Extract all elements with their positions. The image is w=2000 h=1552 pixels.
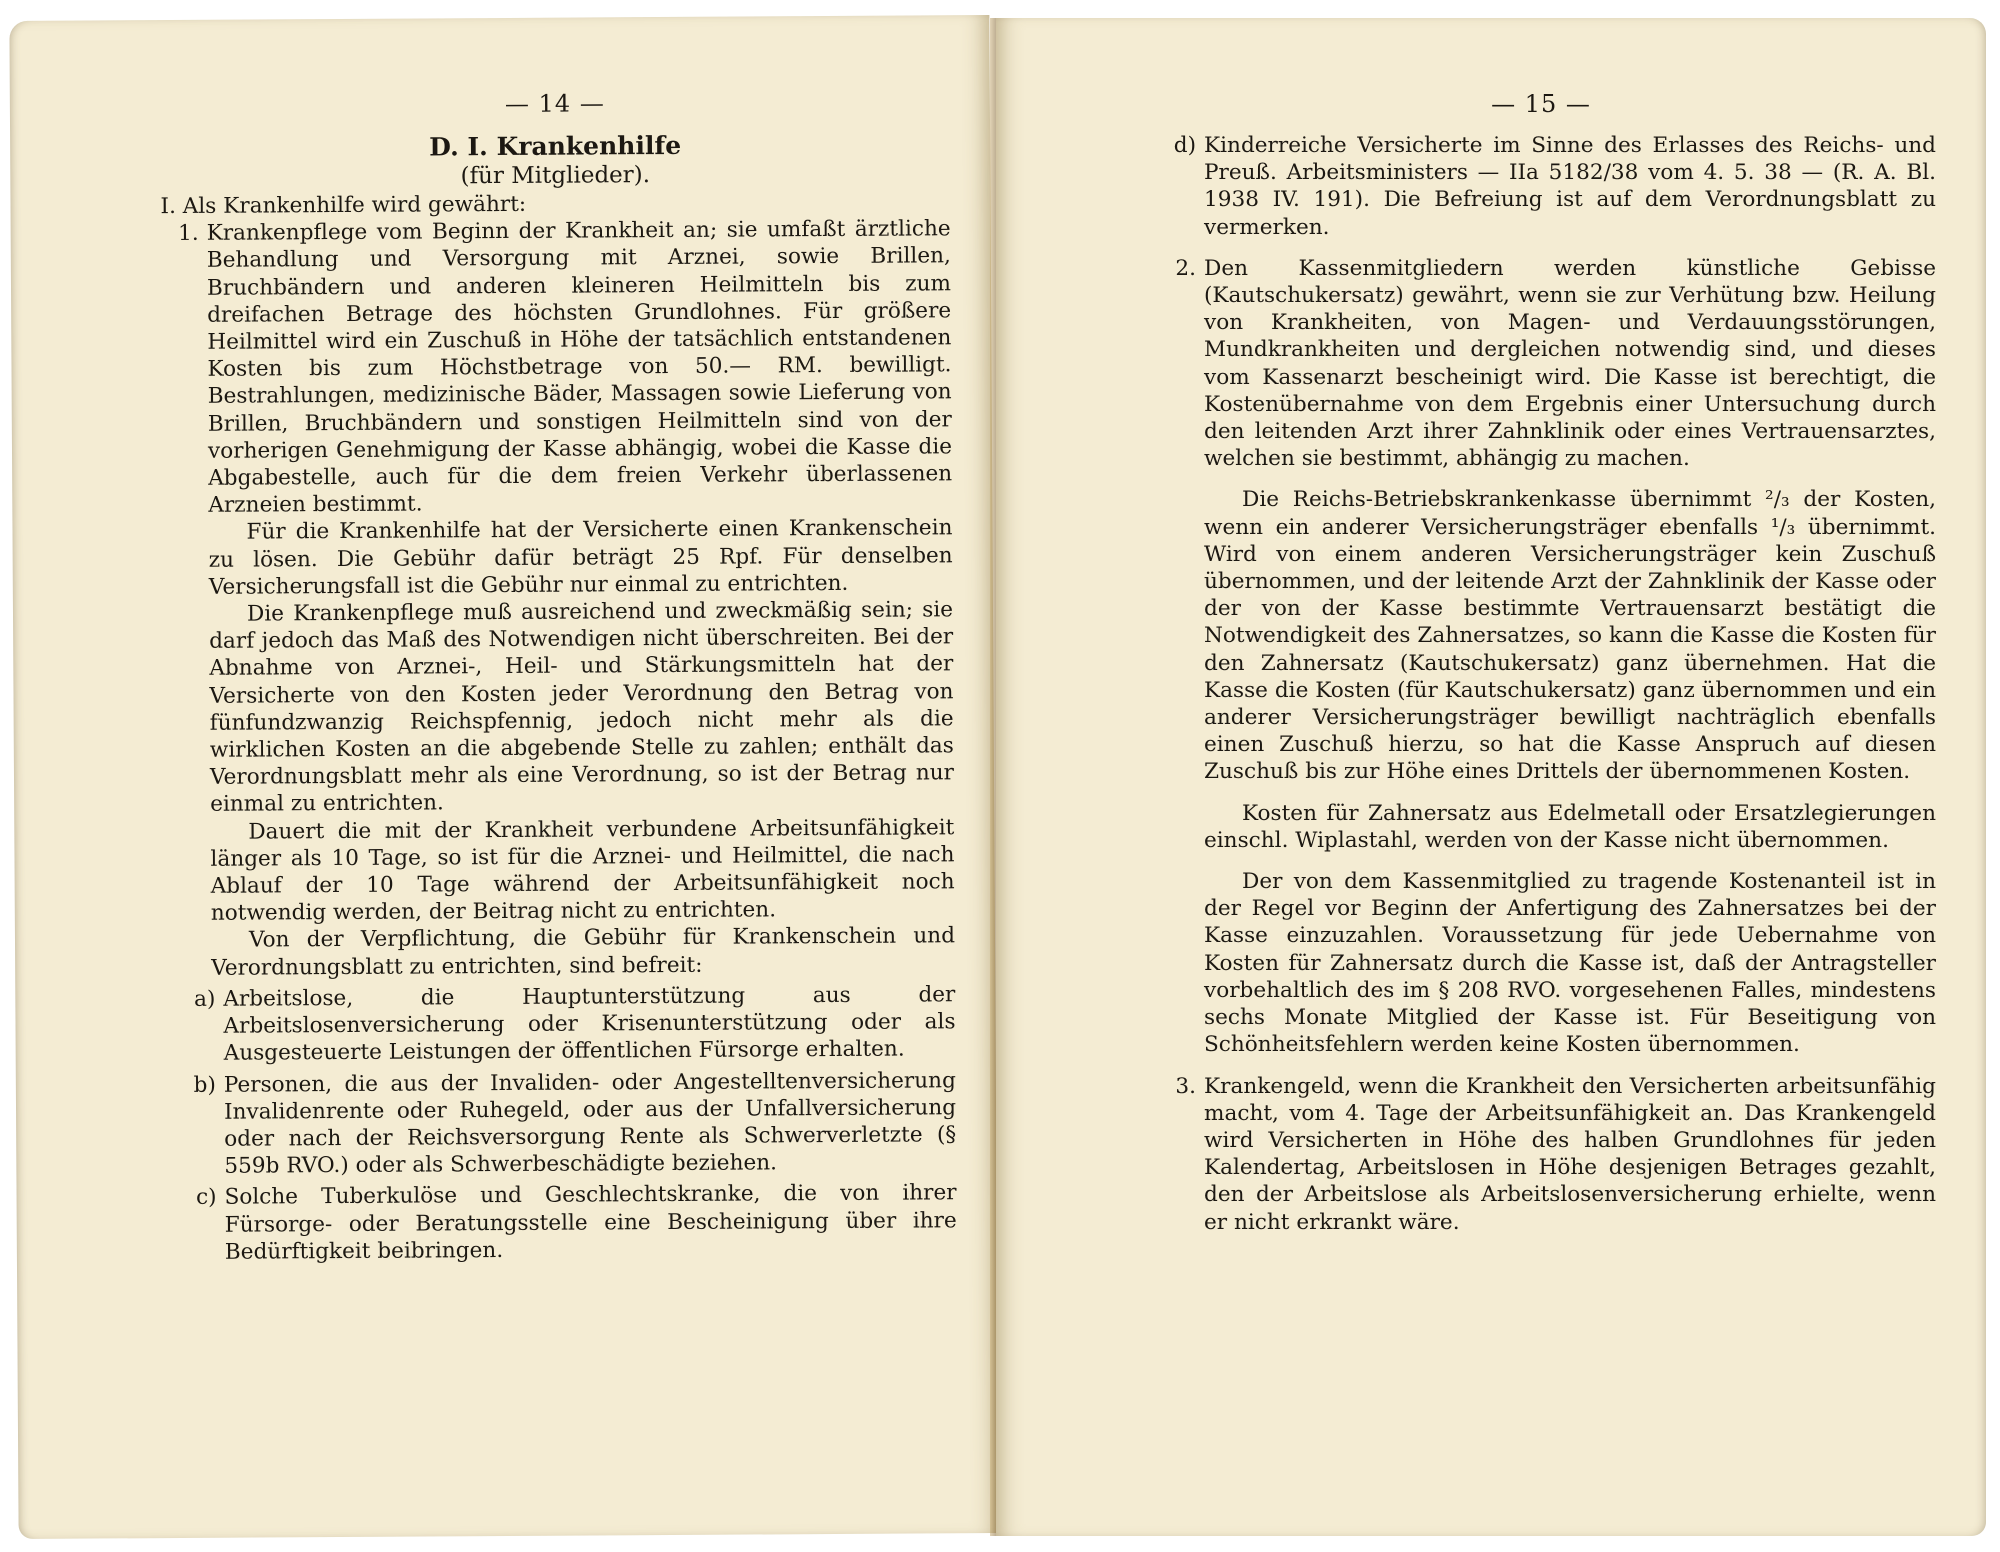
item-text: Solche Tuberkulöse und Geschlechtskranke, die von ihrer Fürsorge- oder Beratungsstelle eine Bescheinigung über ihre Bedürftigkeit beibringen. — [224, 1180, 957, 1265]
paragraph-befreit: Von der Verpflichtung, die Gebühr für Krankenschein und Verordnungsblatt zu entrichten, sind befreit: — [211, 923, 956, 981]
paragraph-krankenpflege: Die Krankenpflege muß ausreichend und zweckmäßig sein; sie darf jedoch das Maß des Notwendigen nicht überschreiten. Bei der Abnahme von Arznei-, Heil- und Stärkungsmitteln hat der Versicherte von den Kosten jeder Verordnung den Betrag von fünfundzwanzig Reichspfennig, jedoch nicht mehr als die wirklichen Kosten an die abgebende Stelle zu zahlen; enthält das Verordnungsblatt mehr als eine Verordnung, so ist der Betrag nur einmal zu entrichten. — [209, 597, 955, 818]
list-item-d — [1146, 132, 1936, 241]
item-label: 2. — [1175, 255, 1196, 281]
item-text: Personen, die aus der Invaliden- oder Angestelltenversicherung Invalidenrente oder Ruhegeld, oder aus der Unfallversicherung oder nach der Reichsversorgung Rente als Schwerverletzte (§ 559b RVO.) oder als Schwerbeschädigte beziehen. — [223, 1067, 957, 1179]
paragraph-edelmetall: Kosten für Zahnersatz aus Edelmetall oder Ersatzlegierungen einschl. Wiplastahl, werden von der Kasse nicht übernommen. — [1204, 800, 1936, 853]
right-page-content — [1146, 18, 1936, 1236]
item-text: Kinderreiche Versicherte im Sinne des Erlasses des Reichs- und Preuß. Arbeitsministers — IIa 5182/38 vom 4. 5. 38 — (R. A. Bl. 1938 IV. 191). Die Befreiung ist auf dem Verordnungsblatt zu vermerken. — [1204, 133, 1936, 240]
open-booklet — [14, 18, 1986, 1536]
left-page — [9, 15, 998, 1539]
item-text: Krankengeld, wenn die Krankheit den Versicherten arbeitsunfähig macht, vom 4. Tage der Arbeitsunfähigkeit an. Das Krankengeld wird Versicherten in Höhe des halben Grundlohnes für jeden Kalendertag, Arbeitslosen in Höhe desjenigen Betrages gezahlt, den der Arbeitslose als Arbeitslosenversicherung erhielte, wenn er nicht erkrankt wäre. — [1204, 1073, 1936, 1235]
item-text: Arbeitslose, die Hauptunterstützung aus der Arbeitslosenversicherung oder Krisenunterstützung oder als Ausgesteuerte Leistungen der öffentlichen Fürsorge erhalten. — [223, 982, 956, 1067]
section-title: D. I. Krankenhilfe — [429, 130, 682, 162]
section-heading: I. Als Krankenhilfe wird gewährt: — [160, 191, 527, 220]
item-label: a) — [193, 986, 216, 1012]
page-number-left: — 14 — — [504, 89, 605, 118]
list-item-3 — [1146, 1073, 1936, 1236]
list-item-a — [165, 981, 955, 1067]
right-page — [996, 18, 1986, 1536]
paragraph-block-reichsbetrieb — [1146, 486, 1936, 785]
item-label: 3. — [1175, 1073, 1196, 1099]
item-label: d) — [1173, 133, 1196, 158]
section-subtitle: (für Mitglieder). — [460, 162, 651, 190]
list-item-b — [166, 1067, 957, 1181]
page-number-right: — 15 — — [1491, 90, 1591, 118]
paragraph-kostenanteil: Der von dem Kassenmitglied zu tragende Kostenanteil ist in der Regel vor Beginn der Anfertigung des Zahnersatzes bei der Kasse einzuzahlen. Voraussetzung für jede Uebernahme von Kosten für Zahnersatz durch die Kasse ist, daß der Antragsteller vorbehaltlich des im § 208 RVO. vorgesehenen Falles, mindestens sechs Monate Mitglied der Kasse ist. Für Beseitigung von Schönheitsfehlern werden keine Kosten übernommen. — [1204, 869, 1936, 1058]
item-label: c) — [195, 1185, 217, 1211]
list-item-2 — [1146, 255, 1936, 473]
list-item-c — [166, 1180, 956, 1266]
paragraph-dauer: Dauert die mit der Krankheit verbundene Arbeitsunfähigkeit länger als 10 Tage, so ist für die Arznei- und Heilmittel, die nach Ablauf der 10 Tage während der Arbeitsunfähigkeit noch notwendig werden, der Beitrag nicht zu entrichten. — [210, 814, 955, 927]
list-item-1 — [161, 215, 956, 981]
paragraph-block-kostenanteil — [1146, 868, 1936, 1058]
item-text: Krankenpflege vom Beginn der Krankheit an; sie umfaßt ärztliche Behandlung und Versorgung mit Arznei, sowie Brillen, Bruchbändern und anderen kleineren Heilmitteln bis zum dreifachen Betrage des höchsten Grundlohnes. Für größere Heilmittel wird ein Zuschuß in Höhe der tatsächlich entstandenen Kosten bis zum Höchstbetrage von 50.— RM. bewilligt. Bestrahlungen, medizinische Bäder, Massagen sowie Lieferung von Brillen, Bruchbändern und sonstigen Heilmitteln sind von der vorherigen Genehmigung der Kasse abhängig, wobei die Kasse die Abgabestelle, auch für die dem freien Verkehr überlassenen Arzneien bestimmt. — [206, 216, 953, 519]
left-page-content — [159, 15, 957, 1266]
paragraph-reichsbetrieb: Die Reichs-Betriebskrankenkasse übernimmt ²/₃ der Kosten, wenn ein anderer Versicherungsträger ebenfalls ¹/₃ übernimmt. Wird von einem anderen Versicherungsträger kein Zuschuß übernommen, und der leitende Arzt der Zahnklinik der Kasse oder der von der Kasse bestimmte Vertrauensarzt bestätigt die Notwendigkeit des Zahnersatzes, so kann die Kasse die Kosten für den Zahnersatz (Kautschukersatz) ganz übernehmen. Hat die Kasse die Kosten (für Kautschukersatz) ganz übernommen und ein anderer Versicherungsträger bewilligt nachträglich ebenfalls einen Zuschuß hierzu, so hat die Kasse Anspruch auf diesen Zuschuß bis zur Höhe eines Drittels der übernommenen Kosten. — [1204, 487, 1936, 785]
paragraph-krankenschein: Für die Krankenhilfe hat der Versicherte einen Krankenschein zu lösen. Die Gebühr dafür beträgt 25 Rpf. Für denselben Versicherungsfall ist die Gebühr nur einmal zu entrichten. — [208, 515, 953, 600]
item-label: b) — [193, 1072, 216, 1098]
item-label: 1. — [177, 221, 199, 247]
item-text: Den Kassenmitgliedern werden künstliche Gebisse (Kautschukersatz) gewährt, wenn sie zur Verhütung bzw. Heilung von Krankheiten, von Magen- und Verdauungsstörungen, Mundkrankheiten und dergleichen notwendig sind, und dieses vom Kassenarzt bescheinigt wird. Die Kasse ist berechtigt, die Kostenübernahme von dem Ergebnis einer Untersuchung durch den leitenden Arzt ihrer Zahnklinik oder eines Vertrauensarztes, welchen sie bestimmt, abhängig zu machen. — [1204, 255, 1936, 472]
paragraph-block-edelmetall — [1146, 800, 1936, 854]
